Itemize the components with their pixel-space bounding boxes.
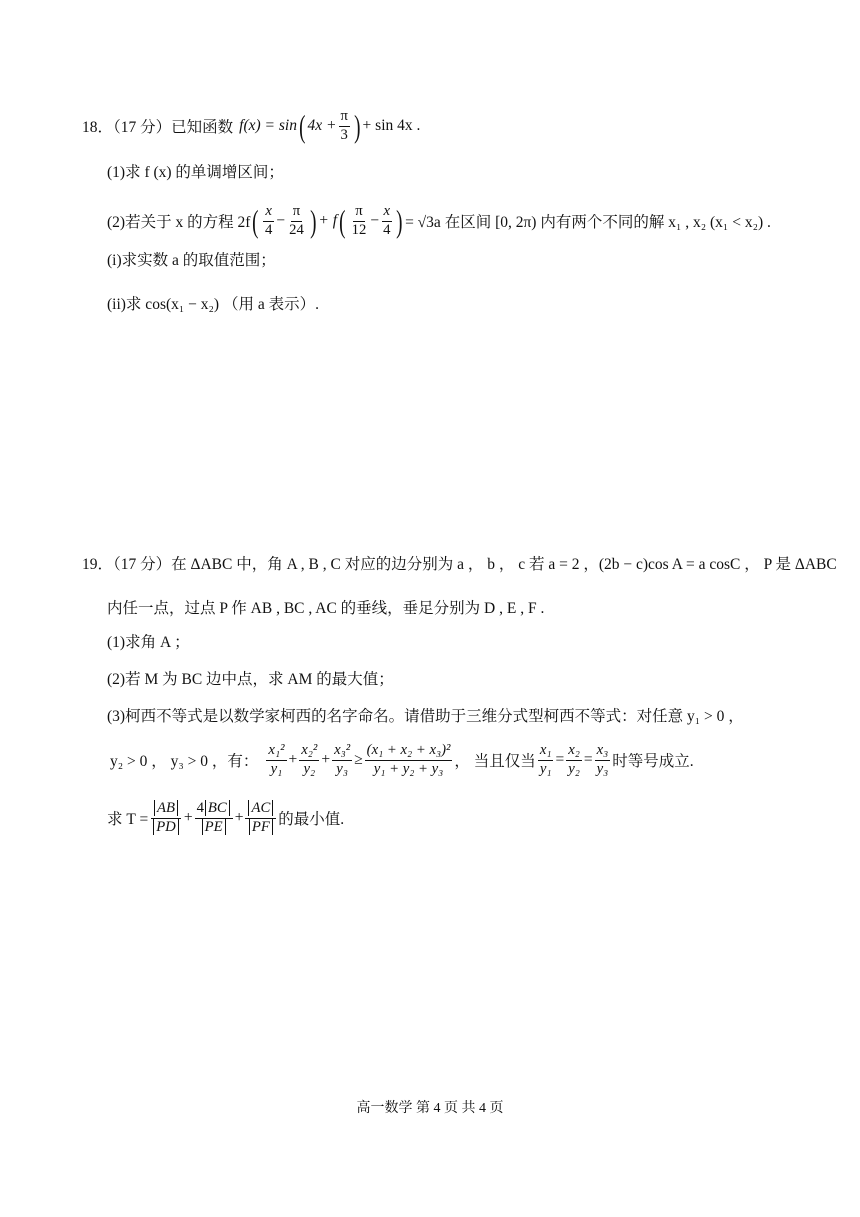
frac-sum [365, 742, 453, 778]
coef-4: 4 [196, 800, 204, 816]
plus-f: + f [318, 212, 338, 230]
abs-PF: PF [249, 819, 273, 835]
frac-num: (x₁ + x₂ + x₃)² [365, 742, 453, 761]
q19-equality: 时等号成立. [612, 753, 694, 771]
q18-part1 [107, 160, 284, 182]
q18-part2-eq: = √3a 在区间 [0, 2π) 内有两个不同的解 x₁ , x₂ (x₁ < x₂) . [405, 214, 771, 232]
minus-sign: − [370, 212, 380, 230]
frac-4BC-PE [195, 800, 233, 836]
frac-AB-PD [150, 800, 182, 836]
frac-num: x₃² [332, 742, 352, 761]
q19-part2 [107, 667, 394, 689]
q19-part1-text: (1)求角 A ； [107, 634, 190, 651]
frac-den: 4 [383, 221, 391, 238]
frac-x1-y1 [538, 742, 554, 778]
q18-part2-i [107, 248, 276, 270]
q18-part2-text: (2)若关于 x 的方程 2f [107, 214, 251, 232]
frac-pi-24 [287, 203, 306, 239]
q19-line1-text: 19．（17 分）在 ΔABC 中，角 A , B , C 对应的边分别为 a ， b ， c 若 a = 2 ，(2b − c)cos A = a cosC ， P 是 ΔABC [82, 556, 837, 573]
frac-x3-y3 [595, 742, 611, 778]
abs-PD: PD [153, 819, 179, 835]
frac-num: x₁ [538, 742, 554, 761]
q18-part2-i-text: (i)求实数 a 的取值范围； [107, 252, 276, 269]
frac-x-4 [263, 203, 274, 239]
plus-sign: + [321, 751, 331, 769]
q19-line2-text: 内任一点，过点 P 作 AB , BC , AC 的垂线，垂足分别为 D , E , F . [107, 600, 545, 617]
q19-cauchy-inequality [110, 742, 694, 778]
frac-den: 12 [351, 221, 367, 238]
frac-den: y₁ [270, 760, 283, 777]
frac-num: π [353, 203, 364, 222]
ge-sign: ≥ [354, 751, 363, 769]
frac-den: y₂ [303, 760, 316, 777]
q19-part3-text: (3)柯西不等式是以数学家柯西的名字命名。请借助于三维分式型柯西不等式：对任意 y₁ > 0 ， [107, 708, 744, 725]
frac-den: 24 [289, 221, 304, 238]
paren-close: ) [396, 203, 403, 239]
q18-stem [82, 108, 420, 144]
eq-sign: = [583, 751, 593, 769]
eq-sign: = [555, 751, 565, 769]
frac-pi-12 [350, 203, 369, 239]
q18-part2 [107, 203, 771, 239]
q18-part1-text: (1)求 f (x) 的单调增区间； [107, 164, 284, 181]
abs-AC: AC [248, 800, 273, 816]
q19-stem-line1 [82, 552, 837, 574]
frac-den: y₁ + y₂ + y₃ [373, 760, 444, 777]
frac-den: 3 [340, 126, 348, 143]
frac-pi-3 [339, 108, 350, 144]
frac-num: π [339, 108, 350, 127]
q19-when: ， 当且仅当 [454, 753, 536, 771]
frac-x1sq-y1 [266, 742, 286, 778]
plus-sign: + [183, 809, 193, 827]
frac-num: x₂ [566, 742, 582, 761]
q18-func-lhs: f(x) = sin [239, 117, 297, 135]
frac-den: y₁ [539, 760, 552, 777]
q19-part1 [107, 630, 190, 652]
frac-AC-PF [245, 800, 276, 836]
frac-num: π [291, 203, 302, 222]
frac-num: x₂² [299, 742, 319, 761]
frac-den: 4 [264, 221, 273, 238]
q19-part3 [107, 704, 744, 726]
q19-condition: y₂ > 0 ， y₃ > 0 ，有： [110, 753, 259, 771]
q18-part2-ii [107, 292, 319, 314]
frac-num: x [263, 203, 274, 222]
q19-stem-line2 [107, 596, 544, 618]
q18-part2-ii-text: (ii)求 cos(x₁ − x₂) （用 a 表示）. [107, 296, 319, 313]
minus-sign: − [276, 212, 286, 230]
frac-x2sq-y2 [299, 742, 319, 778]
paren-open: ( [339, 203, 346, 239]
paren-close: ) [354, 108, 361, 144]
paren-open: ( [252, 203, 259, 239]
paren-open: ( [299, 108, 306, 144]
paren-close: ) [309, 203, 317, 239]
q18-func-tail: + sin 4x . [362, 117, 421, 135]
frac-x3sq-y3 [332, 742, 352, 778]
frac-den: y₂ [568, 760, 580, 777]
frac-x-4b [381, 203, 392, 239]
abs-PE: PE [202, 819, 226, 835]
frac-num: x₃ [595, 742, 611, 761]
frac-x2-y2 [566, 742, 582, 778]
frac-num: x [382, 203, 393, 222]
plus-sign: + [234, 809, 244, 827]
abs-BC: BC [205, 800, 230, 816]
frac-den: y₃ [596, 760, 609, 777]
frac-den: y₃ [336, 760, 348, 777]
q18-label: 18．（17 分）已知函数 [82, 119, 234, 137]
frac-num: x₁² [266, 742, 286, 761]
q19-find-tail: 的最小值. [278, 811, 345, 829]
q18-arg: 4x + [307, 117, 337, 135]
abs-AB: AB [154, 800, 178, 816]
q19-find-T [107, 800, 344, 836]
page-footer: 高一数学 第 4 页 共 4 页 [356, 1101, 504, 1116]
plus-sign: + [288, 751, 298, 769]
q19-find: 求 T = [107, 811, 149, 829]
q19-part2-text: (2)若 M 为 BC 边中点，求 AM 的最大值； [107, 671, 394, 688]
